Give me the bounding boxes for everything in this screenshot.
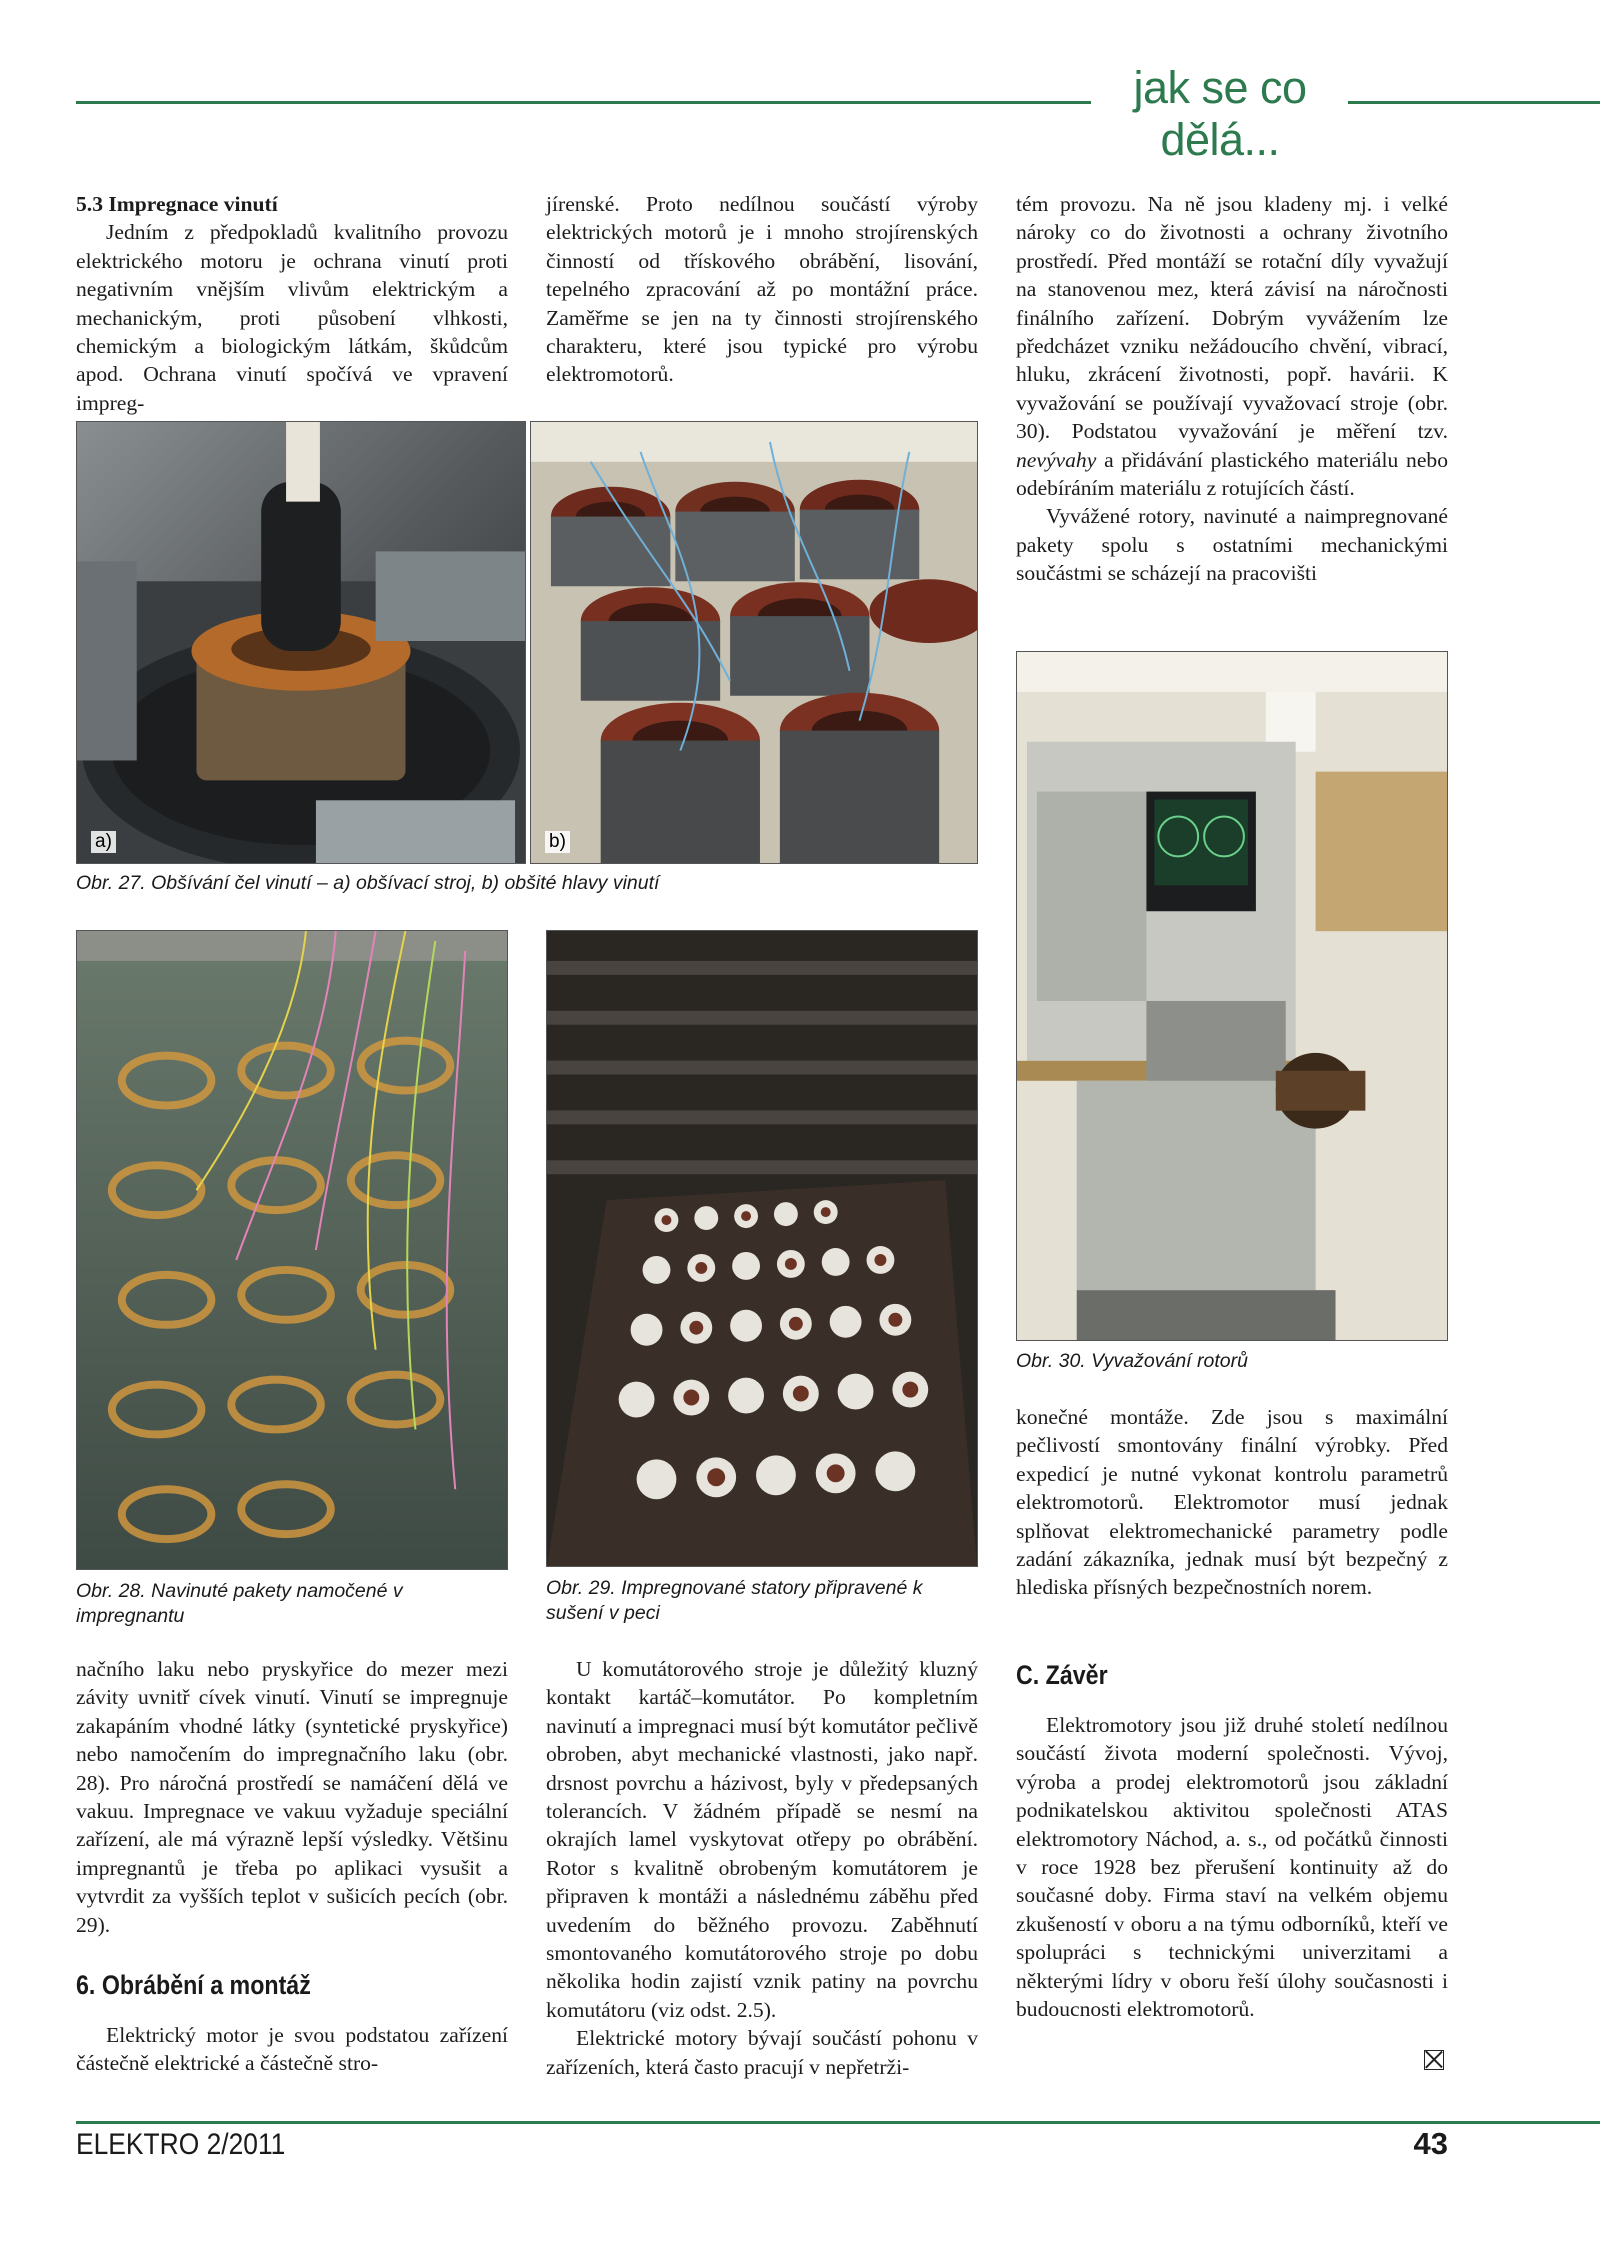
column2-top-text bbox=[546, 190, 978, 389]
column3-top-text bbox=[1016, 190, 1448, 588]
paragraph: Elektromotory jsou již druhé století nedílnou součástí života moderní společnosti. Vývoj, výroba a prodej elektromotorů jsou základní podnikatelskou aktivitou společnosti ATAS elektromotory Náchod, a. s., od počátků činnosti v roce 1928 bez přerušení kontinuity až do současné doby. Firma staví na velkém objemu zkušeností v oboru a na týmu odborníků, kteří ve spolupráci s technickými univerzitami a některými lídry v oboru řeší úlohy současnosti i budoucnosti elektromotorů. bbox=[1016, 1713, 1448, 2022]
section-heading-machining: 6. Obrábění a montáž bbox=[76, 1970, 311, 2000]
page-number: 43 bbox=[1413, 2126, 1448, 2161]
photo-stators-drying-oven bbox=[546, 930, 978, 1567]
column1-final-text bbox=[76, 2021, 508, 2078]
header-rule-left bbox=[76, 101, 1091, 104]
column1-bottom-text bbox=[76, 1655, 508, 1939]
photo-rotor-balancing bbox=[1016, 651, 1448, 1341]
subsection-heading: 5.3 Impregnace vinutí bbox=[76, 192, 278, 216]
photo-stitched-winding-heads bbox=[530, 421, 978, 864]
header-rule-right bbox=[1348, 101, 1600, 104]
paragraph: Jedním z předpokladů kvalitního provozu elektrického motoru je ochrana vinutí proti negativním vnějším vlivům elektrickým a mechanickým, proti působení vlhkosti, chemickým a biologickým látkám, škůdcům apod. Ochrana vinutí spočívá ve vpravení impreg- bbox=[76, 220, 508, 415]
photo-packets-in-impregnant bbox=[76, 930, 508, 1570]
photo-stitching-machine bbox=[76, 421, 526, 864]
paragraph: Elektrický motor je svou podstatou zařízení částečně elektrické a částečně stro- bbox=[76, 2023, 508, 2076]
column1-top-text bbox=[76, 190, 508, 417]
column3-middle-text bbox=[1016, 1403, 1448, 1602]
figure-27-caption: Obr. 27. Obšívání čel vinutí – a) obšívací stroj, b) obšité hlavy vinutí bbox=[76, 872, 660, 894]
column2-bottom-text bbox=[546, 1655, 978, 2081]
paragraph: U komutátorového stroje je důležitý kluzný kontakt kartáč–komutátor. Po kompletním navinutí a impregnaci musí být komutátor pečlivě obroben, abyt mechanické vlastnosti, jako např. drsnost povrchu a házivost, byly v předepsaných tolerancích. V žádném případě se nesmí na okrajích lamel vyskytovat otřepy po obrábění. Rotor s kvalitně obrobeným komutátorem je připraven k montáži a následnému záběhu před uvedením do běžného provozu. Zaběhnutí smontovaného komutátorového stroje po dobu několika hodin zajistí vznik patiny na povrchu komutátoru (viz odst. 2.5). bbox=[546, 1657, 978, 2022]
figure-label-a: a) bbox=[91, 831, 116, 853]
paragraph: konečné montáže. Zde jsou s maximální pečlivostí smontovány finální výrobky. Před expedicí je nutné vykonat kontrolu parametrů elektromotorů. Elektromotor musí jednak splňovat elektromechanické parametry podle zadání zákazníka, jednak musí být bezpečný z hlediska přísných bezpečnostních norem. bbox=[1016, 1405, 1448, 1600]
figure-30-caption: Obr. 30. Vyvažování rotorů bbox=[1016, 1350, 1248, 1372]
column3-bottom-text bbox=[1016, 1711, 1448, 2023]
figure-29-caption: Obr. 29. Impregnované statory připravené k sušení v peci bbox=[546, 1577, 923, 1624]
figure-28-caption: Obr. 28. Navinuté pakety namočené v impregnantu bbox=[76, 1580, 403, 1627]
figure-label-b: b) bbox=[545, 831, 570, 853]
paragraph: jírenské. Proto nedílnou součástí výroby elektrických motorů je i mnoho strojírenských činností od třískového obrábění, lisování, tepelného zpracování až po montážní práce. Zaměřme se jen na ty činnosti strojírenského charakteru, které jsou typické pro výrobu elektromotorů. bbox=[546, 192, 978, 387]
section-heading-conclusion: C. Závěr bbox=[1016, 1660, 1108, 1690]
magazine-issue: ELEKTRO 2/2011 bbox=[76, 2128, 286, 2161]
paragraph: Vyvážené rotory, navinuté a naimpregnované pakety spolu s ostatními mechanickými součástmi se scházejí na pracovišti bbox=[1016, 504, 1448, 586]
end-of-article-mark bbox=[1424, 2050, 1444, 2070]
paragraph: tém provozu. Na ně jsou kladeny mj. i velké nároky co do životnosti a ochrany životního prostředí. Před montáží se rotační díly vyvažují na stanovenou mez, která závisí na náročnosti finálního zařízení. Dobrým vyvážením lze předcházet vzniku nežádoucího chvění, vibrací, hluku, zkrácení životnosti, popř. havárii. K vyvažování se používají vyvažovací stroje (obr. 30). Podstatou vyvažování je měření tzv. nevývahy a přidávání plastického materiálu nebo odebíráním materiálu z rotujících částí. bbox=[1016, 192, 1449, 501]
section-title: jak se co dělá... bbox=[1133, 62, 1307, 165]
footer-rule bbox=[76, 2121, 1600, 2124]
paragraph: načního laku nebo pryskyřice do mezer mezi závity uvnitř cívek vinutí. Vinutí se impregnuje zakapáním vhodné látky (syntetické pryskyřice) nebo namočením do impregnačního laku (obr. 28). Pro náročná prostředí se namáčení dělá ve vakuu. Impregnace ve vakuu vyžaduje speciální zařízení, ale má výrazně lepší výsledky. Většinu impregnantů je třeba po aplikaci vysušit a vytvrdit za vyšších teplot v sušicích pecích (obr. 29). bbox=[76, 1657, 508, 1937]
italic-term: nevývahy bbox=[1016, 447, 1097, 472]
paragraph: Elektrické motory bývají součástí pohonu v zařízeních, která často pracují v nepřetrži- bbox=[546, 2026, 978, 2079]
